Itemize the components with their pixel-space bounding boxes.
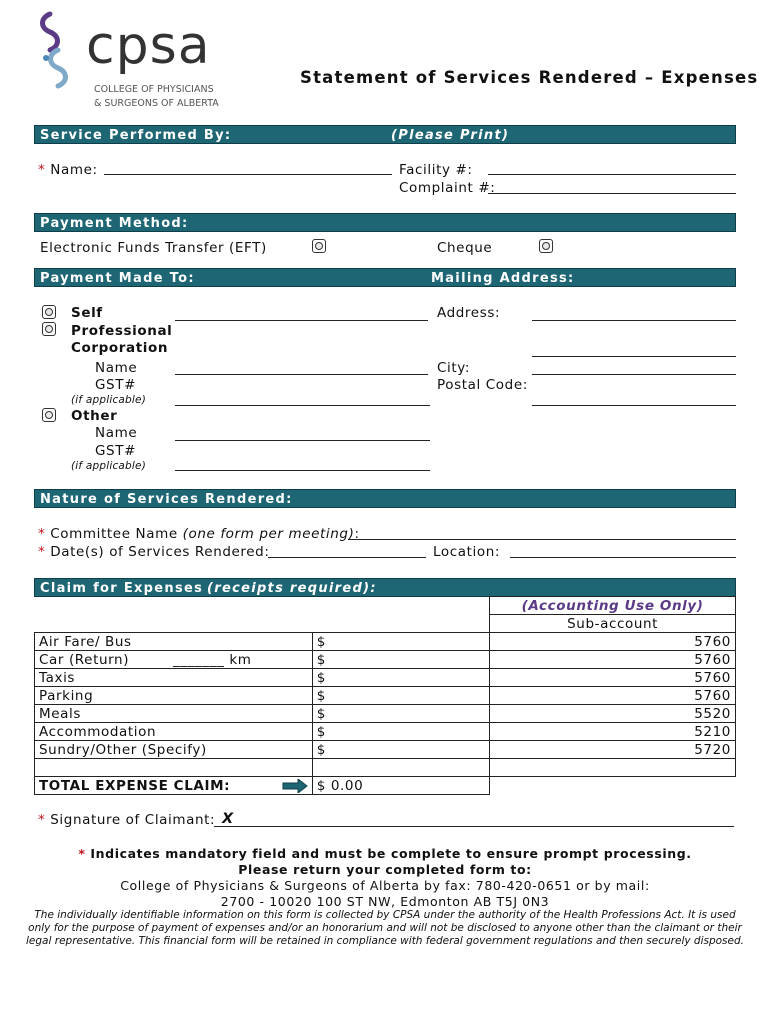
signature-field[interactable] — [214, 826, 734, 827]
service-performed-header — [34, 125, 736, 144]
signature-label-row — [38, 812, 215, 828]
code-accommodation: 5210 — [490, 723, 736, 741]
accounting-use-label: (Accounting Use Only) — [490, 597, 736, 615]
table-row — [35, 633, 736, 651]
claim-expenses-label: Claim for Expenses — [40, 581, 204, 596]
amount-parking-field[interactable]: $ — [312, 687, 489, 705]
code-air: 5760 — [490, 633, 736, 651]
payment-made-to-label: Payment Made To: — [40, 271, 195, 286]
other-if-applicable: (if applicable) — [71, 460, 146, 472]
total-label: TOTAL EXPENSE CLAIM: — [39, 777, 231, 794]
location-field[interactable] — [510, 557, 736, 558]
professional-label: Professional — [71, 323, 173, 339]
other-name-field[interactable] — [175, 440, 430, 441]
payment-made-to-header — [34, 268, 736, 287]
please-print-note: (Please Print) — [391, 128, 510, 143]
name-field[interactable] — [104, 174, 392, 175]
required-asterisk: * — [38, 544, 46, 560]
amount-meals-field[interactable]: $ — [312, 705, 489, 723]
table-row — [35, 723, 736, 741]
amount-sundry-field[interactable]: $ — [312, 741, 489, 759]
name-label-row — [38, 162, 98, 178]
corp-gst-field[interactable] — [175, 405, 430, 406]
logo-brand: cpsa — [86, 16, 211, 76]
self-field[interactable] — [175, 320, 428, 321]
required-asterisk: * — [38, 812, 46, 828]
table-row — [35, 597, 736, 615]
facility-field[interactable] — [488, 174, 736, 175]
address-label: Address: — [437, 305, 501, 321]
complaint-field[interactable] — [488, 193, 736, 194]
return-address-1: College of Physicians & Surgeons of Alberta by fax: 780-420-0651 or by mail: — [120, 878, 650, 893]
complaint-label: Complaint #: — [399, 180, 496, 196]
amount-car-field[interactable]: $ — [312, 651, 489, 669]
cpsa-logo-mark — [36, 10, 76, 90]
return-address-2: 2700 - 10020 100 ST NW, Edmonton AB T5J 0N3 — [220, 894, 550, 909]
city-field[interactable] — [532, 374, 736, 375]
table-row — [35, 777, 736, 795]
privacy-line-1: The individually identifiable information on this form is collected by CPSA under the authority of the Health Professions Act. It is used — [34, 909, 736, 921]
dates-label: Date(s) of Services Rendered: — [50, 544, 270, 560]
code-parking: 5760 — [490, 687, 736, 705]
mailing-address-label: Mailing Address: — [431, 271, 575, 286]
privacy-line-2: only for the purpose of payment of expenses and/or an honorarium and will not be disclosed to anyone other than the claimant or their — [28, 922, 742, 934]
amount-accommodation-field[interactable]: $ — [312, 723, 489, 741]
code-meals: 5520 — [490, 705, 736, 723]
corporation-label: Corporation — [71, 340, 169, 356]
required-asterisk: * — [38, 526, 46, 542]
committee-field[interactable] — [348, 539, 736, 540]
expense-label-air: Air Fare/ Bus — [35, 633, 313, 651]
cheque-label: Cheque — [437, 240, 493, 256]
table-row — [35, 669, 736, 687]
payment-method-header — [34, 213, 736, 232]
city-label: City: — [437, 360, 471, 376]
table-row — [35, 741, 736, 759]
postal-code-label: Postal Code: — [437, 377, 528, 393]
amount-air-field[interactable]: $ — [312, 633, 489, 651]
logo-line-2: & SURGEONS OF ALBERTA — [94, 98, 219, 109]
address-field-2[interactable] — [532, 356, 736, 357]
expense-label-accommodation: Accommodation — [35, 723, 313, 741]
signature-mark: X — [222, 811, 234, 827]
other-name-label: Name — [95, 425, 138, 441]
required-asterisk: * — [78, 846, 86, 861]
nature-of-services-label: Nature of Services Rendered: — [40, 492, 293, 507]
professional-corp-radio[interactable] — [42, 322, 56, 336]
expense-table — [34, 596, 736, 795]
expense-label-meals: Meals — [35, 705, 313, 723]
corp-name-label: Name — [95, 360, 138, 376]
other-gst-field[interactable] — [175, 470, 430, 471]
code-car: 5760 — [490, 651, 736, 669]
claim-expenses-header — [34, 578, 736, 597]
required-asterisk: * — [38, 162, 46, 178]
code-sundry: 5720 — [490, 741, 736, 759]
page-title: Statement of Services Rendered – Expenses — [300, 68, 759, 87]
name-label: Name: — [50, 162, 98, 178]
table-row — [35, 705, 736, 723]
eft-label: Electronic Funds Transfer (EFT) — [40, 240, 267, 256]
committee-colon: : — [354, 526, 360, 542]
total-label-cell — [35, 777, 313, 795]
corp-name-field[interactable] — [175, 374, 428, 375]
table-row — [35, 759, 736, 777]
corp-if-applicable: (if applicable) — [71, 394, 146, 406]
amount-taxis-field[interactable]: $ — [312, 669, 489, 687]
committee-label-row — [38, 526, 360, 542]
table-row — [35, 615, 736, 633]
self-label: Self — [71, 305, 103, 321]
dates-field[interactable] — [268, 557, 426, 558]
other-gst-label: GST# — [95, 443, 136, 459]
subaccount-label: Sub-account — [490, 615, 736, 633]
cpsa-logo — [36, 10, 236, 110]
arrow-right-icon — [282, 779, 308, 793]
signature-label: Signature of Claimant: — [50, 812, 216, 828]
other-label: Other — [71, 408, 118, 424]
return-note: Please return your completed form to: — [238, 862, 532, 877]
postal-code-field[interactable] — [532, 405, 736, 406]
code-taxis: 5760 — [490, 669, 736, 687]
receipts-required-note: (receipts required): — [207, 581, 377, 596]
table-row — [35, 687, 736, 705]
nature-of-services-header — [34, 489, 736, 508]
payment-method-label: Payment Method: — [40, 216, 189, 231]
committee-note: (one form per meeting) — [182, 526, 355, 542]
total-value: $ 0.00 — [312, 777, 489, 795]
expense-label-parking: Parking — [35, 687, 313, 705]
km-field[interactable]: _______ km — [173, 651, 252, 668]
logo-line-1: COLLEGE OF PHYSICIANS — [94, 84, 214, 95]
self-radio[interactable] — [42, 305, 56, 319]
dates-label-row — [38, 544, 270, 560]
committee-label: Committee Name — [50, 526, 178, 542]
expense-label-sundry: Sundry/Other (Specify) — [35, 741, 313, 759]
cheque-radio[interactable] — [539, 239, 553, 253]
address-field-1[interactable] — [532, 320, 736, 321]
eft-radio[interactable] — [312, 239, 326, 253]
facility-label: Facility #: — [399, 162, 473, 178]
expense-label-car: Car (Return) _______ km — [35, 651, 313, 669]
other-radio[interactable] — [42, 408, 56, 422]
table-row — [35, 651, 736, 669]
location-label: Location: — [433, 544, 501, 560]
expense-label-taxis: Taxis — [35, 669, 313, 687]
corp-gst-label: GST# — [95, 377, 136, 393]
service-performed-label: Service Performed By: — [40, 128, 232, 143]
privacy-line-3: legal representative. This financial form will be retained in compliance with federal government regulations and then securely disposed. — [26, 935, 744, 947]
mandatory-note: * Indicates mandatory field and must be complete to ensure prompt processing. — [78, 846, 692, 861]
